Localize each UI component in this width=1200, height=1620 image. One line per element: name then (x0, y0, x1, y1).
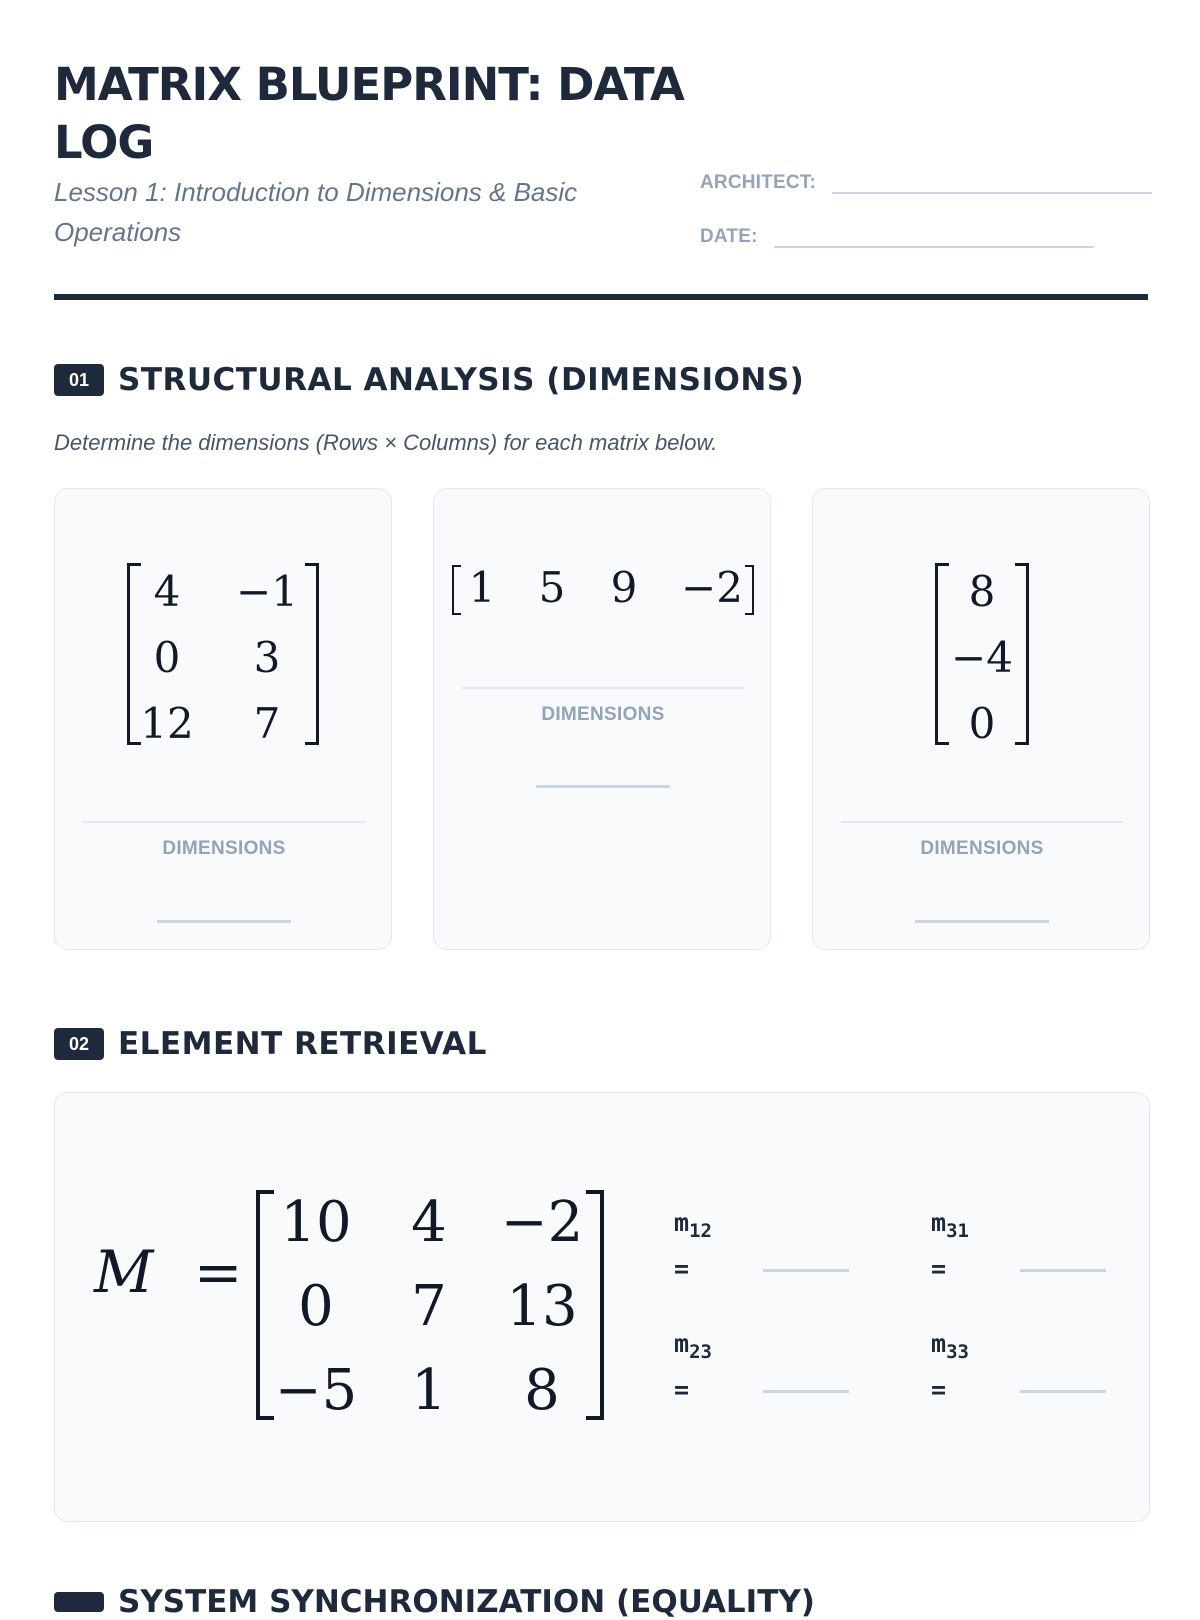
element-m31-answer-line[interactable] (1020, 1269, 1106, 1272)
left-bracket (452, 565, 461, 615)
dimensions-answer-line[interactable] (157, 920, 291, 923)
right-bracket (745, 565, 754, 615)
matrix-cell: 7 (253, 699, 281, 748)
equals-sign: = (193, 1238, 243, 1306)
matrix-cell: 7 (411, 1274, 447, 1339)
date-row (700, 222, 1094, 248)
element-m33-answer-line[interactable] (1020, 1390, 1106, 1393)
section-1-badge: 01 (54, 364, 104, 396)
card-divider (462, 687, 744, 689)
matrix-cell: −1 (236, 567, 298, 616)
matrix-cell: 1 (468, 563, 496, 612)
section-1-instructions: Determine the dimensions (Rows × Columns) for each matrix below. (54, 430, 718, 455)
element-subscript: 33 (946, 1341, 969, 1363)
matrix-cell: 8 (968, 567, 996, 616)
matrix-cell: −2 (681, 563, 743, 612)
element-m12 (674, 1204, 712, 1288)
section-2-heading (54, 1026, 487, 1062)
matrix-cell: 13 (506, 1274, 578, 1339)
element-equals: = (674, 1254, 690, 1283)
matrix-cell: 0 (153, 633, 181, 682)
matrix-m (256, 1190, 604, 1423)
page-subtitle: Lesson 1: Introduction to Dimensions & Basic Operations (54, 177, 578, 247)
left-bracket (935, 563, 949, 745)
matrix-cell: 3 (253, 633, 281, 682)
element-var: m (674, 1329, 690, 1358)
element-m33 (931, 1325, 969, 1409)
element-subscript: 12 (689, 1220, 712, 1242)
element-equals: = (931, 1375, 947, 1404)
matrix-cell: −4 (951, 633, 1013, 682)
matrix-card-2 (433, 488, 771, 950)
section-1-title: STRUCTURAL ANALYSIS (DIMENSIONS) (118, 362, 805, 398)
matrix-cell: 0 (298, 1274, 334, 1339)
left-bracket (127, 563, 141, 745)
matrix-c (935, 563, 1029, 748)
header-rule (54, 294, 1148, 300)
page-title: MATRIX BLUEPRINT: DATA LOG (54, 58, 684, 169)
matrix-equation-lhs (94, 1238, 242, 1306)
architect-row (700, 168, 1152, 194)
matrix-cell: 0 (968, 699, 996, 748)
matrix-cell: 5 (538, 563, 566, 612)
matrix-cell: 4 (411, 1190, 447, 1255)
dimensions-label: DIMENSIONS (162, 838, 286, 859)
matrix-cell: −5 (274, 1358, 358, 1423)
section-3-badge (54, 1592, 104, 1612)
left-bracket (256, 1190, 274, 1420)
matrix-cell: −2 (500, 1190, 584, 1255)
section-2-badge: 02 (54, 1028, 104, 1060)
element-m12-answer-line[interactable] (763, 1269, 849, 1272)
architect-label: ARCHITECT: (700, 172, 816, 193)
section-3-title: SYSTEM SYNCHRONIZATION (EQUALITY) (118, 1584, 815, 1620)
element-var: m (931, 1208, 947, 1237)
element-equals: = (674, 1375, 690, 1404)
matrix-a (127, 563, 319, 748)
card-divider (83, 821, 365, 823)
matrix-cell: 1 (411, 1358, 447, 1423)
matrix-name: M (94, 1238, 154, 1306)
matrix-cell: 8 (524, 1358, 560, 1423)
matrix-cell: 4 (153, 567, 181, 616)
element-var: m (674, 1208, 690, 1237)
matrix-cell: 9 (610, 563, 638, 612)
dimensions-answer-line[interactable] (915, 920, 1049, 923)
matrix-cell: 10 (280, 1190, 352, 1255)
architect-input-line[interactable] (832, 168, 1152, 194)
dimensions-label: DIMENSIONS (541, 704, 665, 725)
date-label: DATE: (700, 226, 758, 247)
section-2-title: ELEMENT RETRIEVAL (118, 1026, 487, 1062)
element-equals: = (931, 1254, 947, 1283)
right-bracket (586, 1190, 604, 1420)
element-m23 (674, 1325, 712, 1409)
matrix-cell: 12 (140, 699, 194, 748)
date-input-line[interactable] (774, 222, 1094, 248)
element-subscript: 31 (946, 1220, 969, 1242)
element-subscript: 23 (689, 1341, 712, 1363)
element-m31 (931, 1204, 969, 1288)
matrix-card-3 (812, 488, 1150, 950)
right-bracket (1015, 563, 1029, 745)
matrix-b (452, 563, 754, 619)
matrix-card-1 (54, 488, 392, 950)
card-divider (841, 821, 1123, 823)
section-1-heading (54, 362, 804, 398)
right-bracket (305, 563, 319, 745)
element-m23-answer-line[interactable] (763, 1390, 849, 1393)
element-var: m (931, 1329, 947, 1358)
dimensions-label: DIMENSIONS (920, 838, 1044, 859)
dimensions-answer-line[interactable] (536, 785, 670, 788)
